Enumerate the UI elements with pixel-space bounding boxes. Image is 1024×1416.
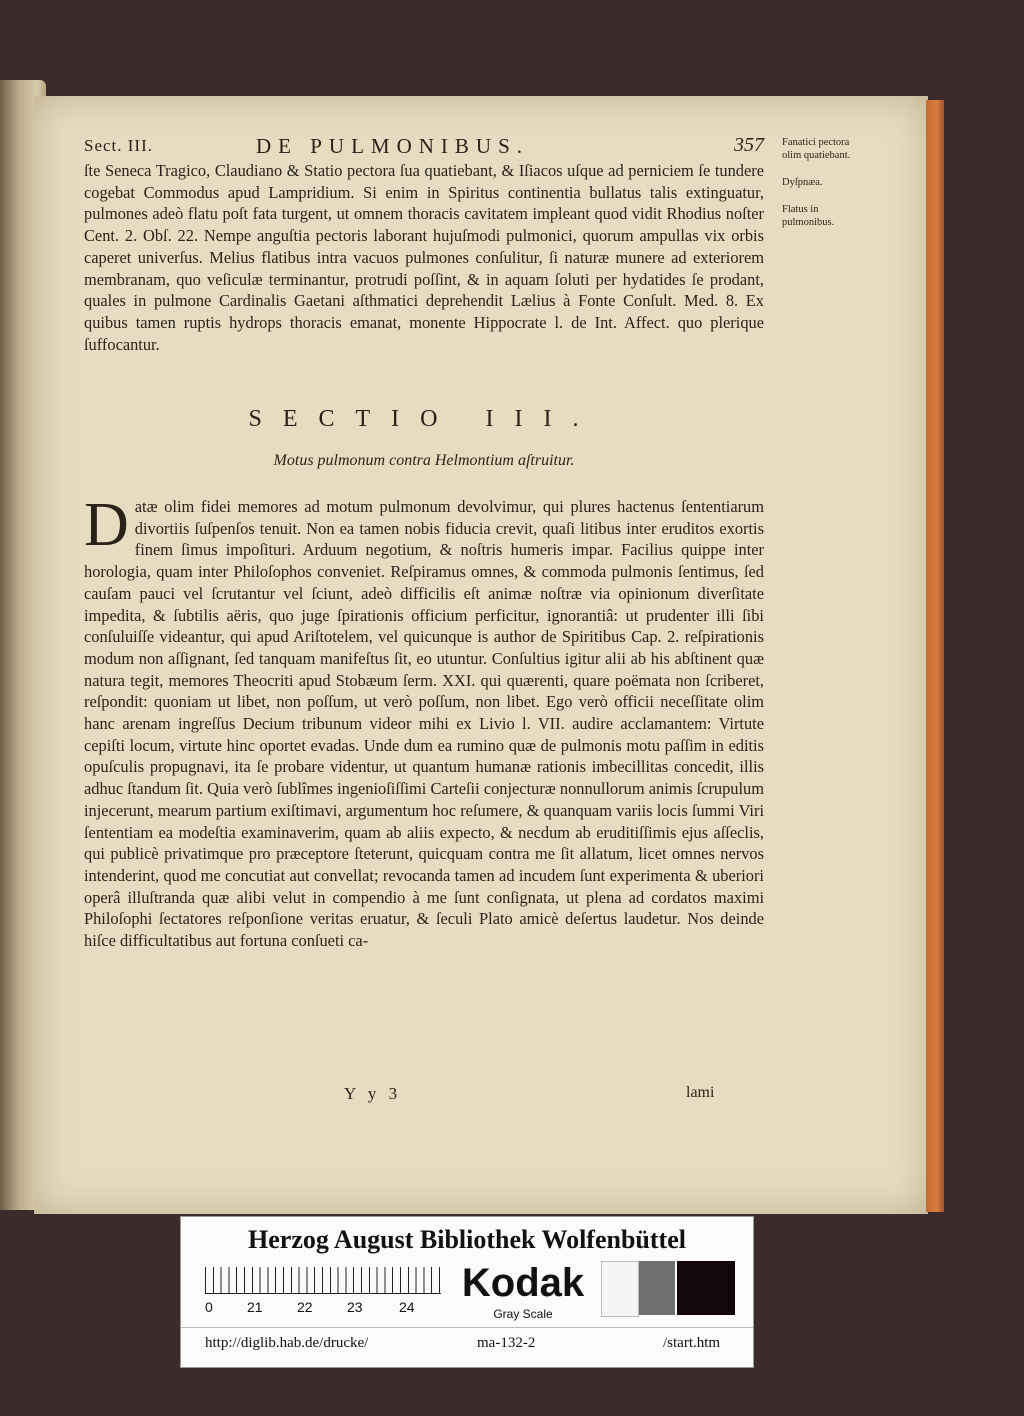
swatch-gray xyxy=(639,1261,675,1315)
paragraph-continued: ſte Seneca Tragico, Claudiano & Statio pectora ſua quatiebant, & Iſiacos uſque ad perniciem ſe tundere cogebat Commodus apud Lampridium. Si enim in Spiritus continentia bullatus talis extinguatur, pulmones adeò flatu poſt fata turgent, ut omnem thoracis cavitatem impleant quod vidit Rhodius noſter Cent. 2. Obſ. 22. Nempe anguſtia pectoris laborant hujuſmodi pulmonici, quorum ampullas vix orbis caperet univerſus. Melius flatibus intra vacuos pulmones conſulitur, ſi naturæ munere ad exteriorem membranam, quo veſiculæ terminantur, protrudi poſſint, & in aquam ſoluti per hydatides ſe prodant, quales in pulmone Cardinalis Gaetani aſthmatici deprehendit Lælius à Fonte Conſult. Med. 8. Ex quibus tamen ruptis hydrops thoracis emanat, monente Hippocrate l. de Int. Affect. quo plerique ſuffocantur. xyxy=(84,161,764,354)
book-page xyxy=(34,96,928,1214)
ruler-label: 21 xyxy=(247,1299,263,1315)
ruler-labels xyxy=(205,1299,455,1317)
ruler-label: 24 xyxy=(399,1299,415,1315)
swatch-white xyxy=(601,1261,639,1317)
paragraph-main-text: atæ olim fidei memores ad motum pulmonum devolvimur, qui plures hactenus ſententiarum divortiis ſuſpenſos tenuit. Non ea tamen nobis fiducia crevit, quaſi litibus inter eruditos exortis finem ſimus impoſituri. Arduum negotium, & noſtris humeris impar. Facilius quippe inter horologia, quam inter Philoſophos conveniet. Reſpiramus omnes, & commoda pulmonis ſentimus, ſed cauſam pauci vel ſcrutantur vel ſciunt, adeò difficilis eſt animæ noſtræ via opinionum diverſitate impedita, & ſubtilis aëris, quo juge ſpirationis officium perficitur, ignorantiâ: ut prudenter illi ſibi conſuluiſſe videantur, qui apud Ariſtotelem, vel quicunque is author de Spiritibus Cap. 2. reſpirationis modum non aſſignant, ſed tanquam manifeſtus ſit, eo utuntur. Conſultius igitur alii ab his abſtinent quæ natura tegit, memores Theocriti apud Stobæum ſerm. XXI. qui quærenti, quare poëmata non ſcriberet, reſpondit: quoniam ut libet, non poſſum, ut verò poſſum, non libet. Ego verò officii neceſſitate olim hanc arenam ingreſſus Decium tribunum videor mihi ex Livio l. VII. audire acclamantem: Virtute cepiſti locum, virtute hinc oportet evadas. Unde dum ea rumino quæ de pulmonis motu paſſim in editis opuſculis propugnavi, ita ſe probare videntur, ut quantum humanæ rationis imbecillitas concedit, illis adhuc ſtandum ſit. Quia verò ſublîmes ingenioſiſſimi Carteſii conjecturæ nonnullorum animis ſcrupulum injecerunt, mearum partium exiſtimavi, argumentum hoc reſumere, & quanquam variis locis ſummi Viri ſententiam ea modeſtia examinaverim, quam ab aliis expecto, & necdum ab eruditiſſimis ejus aſſeclis, qui publicè privatimque pro præceptore ſteterunt, quicquam contra me ſit allatum, licet omnes nervos intenderint, quod me concutiat aut convellat; revocanda tamen ad incudem ſunt experimenta & uberiori operâ illuſtranda quæ alibi velut in compendio à me ſunt conſignata, ut plena ad cordatos maximi Philoſophi ſectatores reſponſione veritas eruatur, & ſeculi Plato amicè deſertus laudetur. Nos deinde hiſce difficultatibus aut fortuna conſueti ca- xyxy=(84,497,764,951)
library-name: Herzog August Bibliothek Wolfenbüttel xyxy=(248,1225,686,1254)
page-edge-red xyxy=(926,100,944,1212)
swatch-black xyxy=(677,1261,735,1315)
section-heading: SECTIO III. xyxy=(248,406,600,432)
paragraph-main xyxy=(84,491,764,952)
url-text: http://diglib.hab.de/drucke/ xyxy=(205,1335,369,1351)
kodak-logo: Kodak xyxy=(461,1261,585,1305)
scan-target-strip xyxy=(180,1216,754,1368)
margin-note: Fanatici pectora olim quatiebant. xyxy=(782,137,851,161)
running-title: DE PULMONIBUS. xyxy=(256,134,530,158)
page-number: 357 xyxy=(734,134,764,156)
ruler-label: 23 xyxy=(347,1299,363,1315)
ruler-label: 0 xyxy=(205,1299,213,1315)
gray-scale-label: Gray Scale xyxy=(493,1307,553,1321)
section-subtitle: Motus pulmonum contra Helmontium aſtruitur. xyxy=(273,452,575,469)
divider xyxy=(181,1327,753,1328)
margin-note: Flatus in pulmonibus. xyxy=(782,204,835,228)
margin-note: Dyſpnæa. xyxy=(782,177,823,188)
signature-mark: Y y 3 xyxy=(344,1084,402,1103)
drop-cap: D xyxy=(84,491,129,559)
margin-notes xyxy=(782,136,862,243)
start-path: /start.htm xyxy=(663,1335,721,1351)
catchword: lami xyxy=(686,1084,715,1101)
ruler xyxy=(205,1267,441,1294)
section-label: Sect. III. xyxy=(84,136,154,155)
ruler-label: 22 xyxy=(297,1299,313,1315)
shelfmark-code: ma-132-2 xyxy=(477,1335,536,1351)
